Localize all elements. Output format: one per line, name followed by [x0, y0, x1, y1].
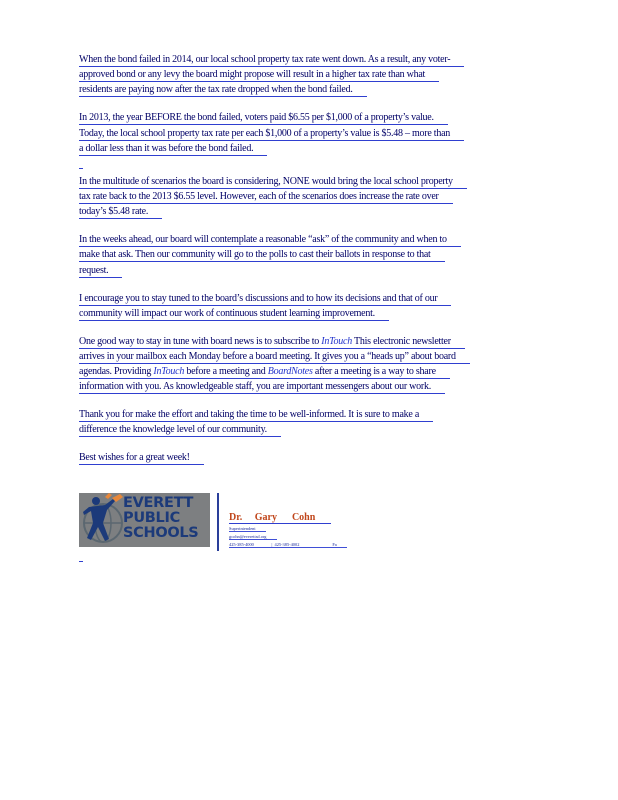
email-signature: [79, 493, 379, 555]
paragraph-thank-you: [79, 408, 549, 437]
paragraph-closing: [79, 451, 549, 465]
logo-word: SCHOOLS: [123, 525, 199, 541]
text-line: When the bond failed in 2014, our local school property tax rate went down. As a result, any voter-: [79, 53, 464, 67]
text-segment: after a meeting is a way to share: [312, 366, 436, 378]
paragraph-stay-tuned: [79, 292, 549, 321]
empty-underline: [79, 555, 83, 562]
paragraph-scenarios: [79, 175, 549, 219]
text-line: tax rate back to the 2013 $6.55 level. However, each of the scenarios does increase the rate over: [79, 190, 453, 204]
text-line: Thank you for make the effort and taking the time to be well-informed. It is sure to make a: [79, 408, 433, 422]
text-line: In 2013, the year BEFORE the bond failed, voters paid $6.55 per $1,000 of a property’s value.: [79, 111, 448, 125]
text-line: [79, 350, 470, 364]
paragraph-tax-rate-2013: [79, 111, 549, 155]
signer-phone: 425-385-4000 | 425-385-4002 Fa: [229, 542, 347, 548]
text-line: Best wishes for a great week!: [79, 451, 204, 465]
paragraph-intouch: [79, 335, 549, 395]
text-line: residents are paying now after the tax rate dropped when the bond failed.: [79, 83, 367, 97]
text-segment: One good way to stay in tune with board news is to subscribe to: [79, 335, 322, 347]
text-line: [79, 380, 445, 394]
text-line: In the multitude of scenarios the board is considering, NONE would bring the local school property: [79, 175, 467, 189]
everett-public-schools-logo: [79, 493, 210, 547]
paragraph-weeks-ahead: [79, 233, 549, 277]
text-segment: This electronic newsletter: [351, 335, 451, 347]
signer-name: Dr. Gary Cohn: [229, 512, 331, 524]
letter-body: [79, 53, 549, 479]
text-line: [79, 335, 465, 349]
boardnotes-link[interactable]: BoardNotes: [267, 366, 313, 378]
text-line: make that ask. Then our community will go to the polls to cast their ballots in response to that: [79, 248, 445, 262]
text-line: today’s $5.48 rate.: [79, 205, 162, 219]
signer-title: Superintendent: [229, 526, 266, 532]
intouch-link[interactable]: InTouch: [153, 366, 185, 378]
text-line: [79, 365, 450, 379]
text-line: approved bond or any levy the board might propose will result in a higher tax rate than what: [79, 68, 439, 82]
text-line: In the weeks ahead, our board will contemplate a reasonable “ask” of the community and when to: [79, 233, 461, 247]
paragraph-bond-failure: [79, 53, 549, 97]
text-segment: agendas. Providing: [79, 366, 154, 378]
intouch-link[interactable]: InTouch: [321, 335, 352, 347]
logo-wordmark: [123, 496, 198, 541]
text-segment: information with you. As knowledgeable staff, you are important messengers about our work.: [79, 381, 431, 393]
logo-word: EVERETT: [123, 495, 194, 511]
empty-underline: [79, 162, 83, 169]
signature-divider: [217, 493, 219, 551]
text-segment: arrives in your mailbox each Monday before a board meeting. It gives you a “heads up” about board: [79, 350, 456, 362]
logo-word: PUBLIC: [123, 510, 180, 526]
text-line: request.: [79, 264, 122, 278]
text-line: a dollar less than it was before the bond failed.: [79, 142, 267, 156]
text-segment: before a meeting and: [184, 366, 268, 378]
text-line: difference the knowledge level of our community.: [79, 423, 281, 437]
text-line: I encourage you to stay tuned to the board’s discussions and to how its decisions and that of our: [79, 292, 451, 306]
text-line: community will impact our work of continuous student learning improvement.: [79, 307, 389, 321]
text-line: Today, the local school property tax rate per each $1,000 of a property’s value is $5.48 – more than: [79, 127, 464, 141]
signer-email[interactable]: gcohn@everettsd.org: [229, 534, 277, 540]
